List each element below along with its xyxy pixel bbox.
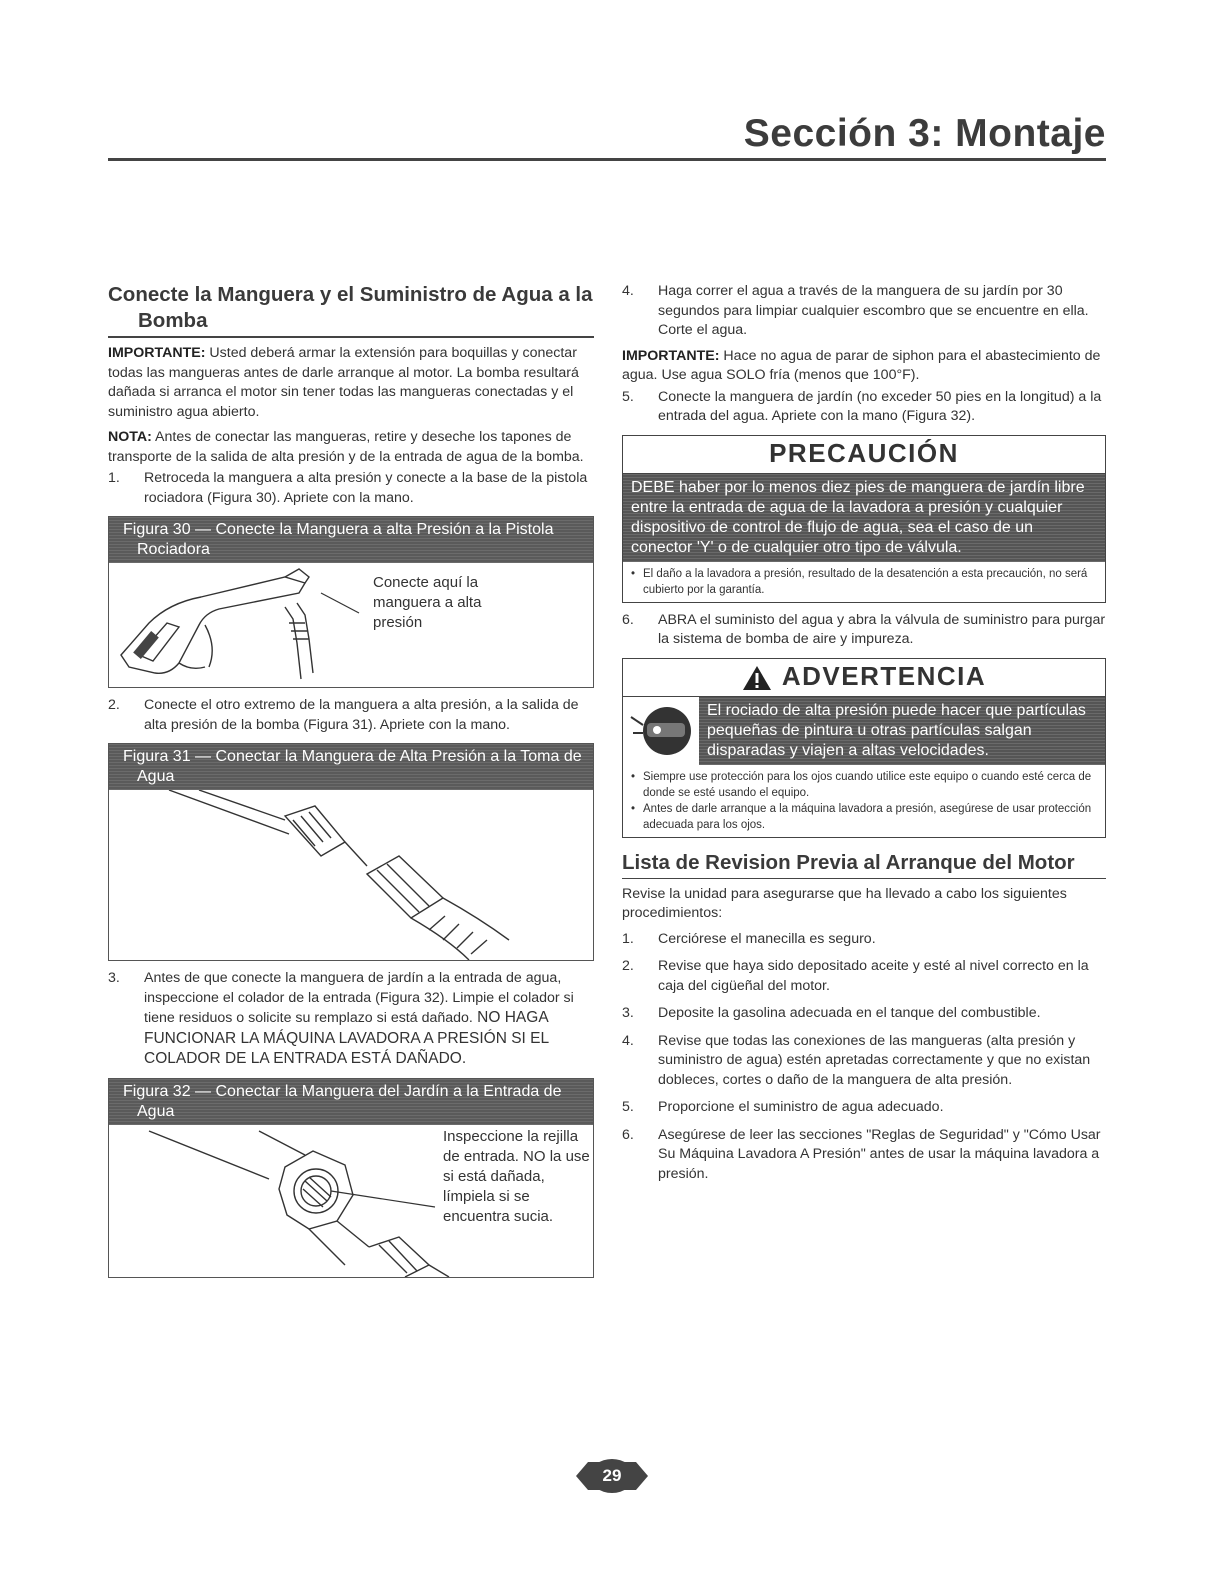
checklist-intro: Revise la unidad para asegurarse que ha llevado a cabo los siguientes procedimientos:	[622, 885, 1067, 921]
figure-31	[108, 743, 594, 961]
precaucion-band: DEBE haber por lo menos diez pies de manguera de jardín libre entre la entrada de agua de la lavadora a presión y cualquier dispositivo de control de flujo de agua, sea el caso de un conector 'Y' o de cualquier otro tipo de válvula.	[623, 474, 1105, 562]
precaucion-bullets	[623, 562, 1105, 602]
step-warning-caps: NO HAGA FUNCIONAR LA MÁQUINA LAVADORA A PRESIÓN SI EL COLADOR DE LA ENTRADA ESTÁ DAÑADO.	[144, 1009, 549, 1067]
step-text: ABRA el suministo del agua y abra la válvula de suministro para purgar la sistema de bomba de aire y impureza.	[658, 611, 1106, 647]
step-text: Retroceda la manguera a alta presión y conecte a la base de la pistola rociadora (Figura 30). Apriete con la mano.	[144, 470, 588, 506]
nota-text: Antes de conectar las mangueras, retire y deseche los tapones de transporte de la salida de alta presión y de la entrada de agua de la bomba.	[108, 429, 584, 465]
figure-body	[109, 563, 593, 687]
advertencia-box	[622, 658, 1106, 838]
steps-list-3	[108, 969, 594, 1070]
figure-caption: Figura 32 — Conectar la Manguera del Jardín a la Entrada de Agua	[109, 1079, 593, 1125]
checklist-text: Revise que haya sido depositado aceite y esté al nivel correcto en la caja del cigüeñal del motor.	[658, 958, 1089, 994]
step-item	[622, 282, 1106, 341]
spray-gun-illustration	[109, 563, 593, 687]
steps-list-4	[622, 282, 1106, 341]
right-column	[622, 282, 1106, 1192]
step-number: 2.	[108, 697, 120, 713]
step-text: Haga correr el agua a través de la manguera de su jardín por 30 segundos para limpiar cualquier escombro que se encuentre en ella. Corte el agua.	[658, 283, 1089, 338]
header-rule	[108, 158, 1106, 161]
checklist-text: Asegúrese de leer las secciones "Reglas de Seguridad" y "Cómo Usar Su Máquina Lavadora A Presión" antes de usar la máquina lavadora a presión.	[658, 1126, 1101, 1182]
step-text: Antes de que conecte la manguera de jardín a la entrada de agua, inspeccione el colador de la entrada (Figura 32). Limpie el colador si tiene residuos o solicite su remplazo si está dañado.	[144, 970, 574, 1026]
checklist-number: 4.	[622, 1032, 634, 1049]
steps-list-5	[622, 388, 1106, 427]
figure-body	[109, 1125, 593, 1277]
figure-callout: Conecte aquí la manguera a alta presión	[373, 574, 482, 631]
steps-list-2	[108, 696, 594, 735]
page-title: Sección 3: Montaje	[743, 112, 1106, 155]
step-number: 1.	[108, 470, 120, 486]
advertencia-band	[623, 697, 1105, 765]
section-heading-checklist: Lista de Revision Previa al Arranque del Motor	[622, 850, 1106, 879]
checklist-text: Proporcione el suministro de agua adecuado.	[658, 1099, 944, 1115]
figure-callout: Inspeccione la rejilla de entrada. NO la use si está dañada, límpiela si se encuentra sucia.	[443, 1127, 590, 1225]
page-number: 29	[602, 1466, 622, 1485]
step-item	[108, 696, 594, 735]
left-column	[108, 282, 594, 1286]
bullet-item: • Siempre use protección para los ojos cuando utilice este equipo o cuando esté cerca de donde se esté usando el equipo.	[631, 769, 1097, 801]
step-number: 3.	[108, 970, 120, 986]
checklist-number: 1.	[622, 930, 634, 947]
advertencia-band-text: El rociado de alta presión puede hacer que partículas pequeñas de pintura u otras partículas salgan disparadas y viajen a altas velocidades.	[707, 701, 1086, 759]
checklist-number: 5.	[622, 1099, 634, 1115]
precaucion-box	[622, 435, 1106, 603]
checklist-number: 3.	[622, 1005, 634, 1021]
figure-body	[109, 790, 593, 960]
step-item	[622, 388, 1106, 427]
checklist-text: Cerciórese el manecilla es seguro.	[658, 930, 876, 947]
checklist-item	[622, 1032, 1106, 1091]
step-item	[622, 611, 1106, 650]
figure-caption: Figura 30 — Conecte la Manguera a alta Presión a la Pistola Rociadora	[109, 517, 593, 563]
step-number: 6.	[622, 611, 634, 628]
checklist-number: 6.	[622, 1126, 634, 1143]
checklist-item	[622, 930, 1106, 950]
steps-list-6	[622, 611, 1106, 650]
advertencia-title-row	[623, 659, 1105, 697]
importante-paragraph	[108, 344, 594, 422]
importante-label: IMPORTANTE:	[622, 347, 720, 364]
page-number-badge	[576, 1456, 648, 1496]
figure-32	[108, 1078, 594, 1278]
step-text: Conecte la manguera de jardín (no exceder 50 pies en la longitud) a la entrada del agua. Apriete con la mano (Figura 32).	[658, 388, 1102, 424]
checklist-item	[622, 957, 1106, 996]
precaucion-title: PRECAUCIÓN	[623, 436, 1105, 474]
importante-text: Hace no agua de parar de siphon para el abastecimiento de agua. Use agua SOLO fría (menos que 100°F).	[622, 347, 1101, 383]
checklist-number: 2.	[622, 958, 634, 974]
checklist-item	[622, 1098, 1106, 1118]
section-heading-hose: Conecte la Manguera y el Suministro de Agua a la Bomba	[108, 282, 594, 338]
step-item	[108, 969, 594, 1070]
advertencia-title: ADVERTENCIA	[781, 660, 987, 691]
nota-paragraph	[108, 428, 594, 467]
importante-label: IMPORTANTE:	[108, 345, 206, 361]
checklist-list	[622, 930, 1106, 1185]
step-text: Conecte el otro extremo de la manguera a alta presión, a la salida de alta presión de la bomba (Figura 31). Apriete con la mano.	[144, 697, 579, 733]
bullet-item: • Antes de darle arranque a la máquina lavadora a presión, asegúrese de usar protección adecuada para los ojos.	[631, 801, 1097, 833]
checklist-text: Revise que todas las conexiones de las mangueras (alta presión y suministro de agua) estén apretadas correctamente y que no existan dobleces, cortes o daño de la manguera de alta presión.	[658, 1032, 1091, 1088]
checklist-text: Deposite la gasolina adecuada en el tanque del combustible.	[658, 1005, 1041, 1021]
bullet-item: • El daño a la lavadora a presión, resultado de la desatención a esta precaución, no será cubierto por la garantía.	[631, 566, 1097, 598]
importante-paragraph-2	[622, 347, 1106, 386]
step-number: 5.	[622, 388, 634, 405]
checklist-item	[622, 1126, 1106, 1185]
hose-connection-illustration	[109, 790, 593, 960]
advertencia-bullets	[623, 765, 1105, 837]
step-number: 4.	[622, 283, 634, 299]
figure-caption: Figura 31 — Conectar la Manguera de Alta Presión a la Toma de Agua	[109, 744, 593, 790]
importante-text: Usted deberá armar la extensión para boquillas y conectar todas las mangueras antes de darle arranque al motor. La bomba resultará dañada si arranca el motor sin tener todas las mangueras conectadas y el suministro agua abierto.	[108, 345, 579, 420]
warning-triangle-icon	[742, 665, 772, 691]
nota-label: NOTA:	[108, 429, 152, 445]
checklist-item	[622, 1004, 1106, 1024]
steps-list-1	[108, 469, 594, 508]
step-item	[108, 469, 594, 508]
eye-protection-icon	[623, 697, 699, 765]
figure-30	[108, 516, 594, 688]
